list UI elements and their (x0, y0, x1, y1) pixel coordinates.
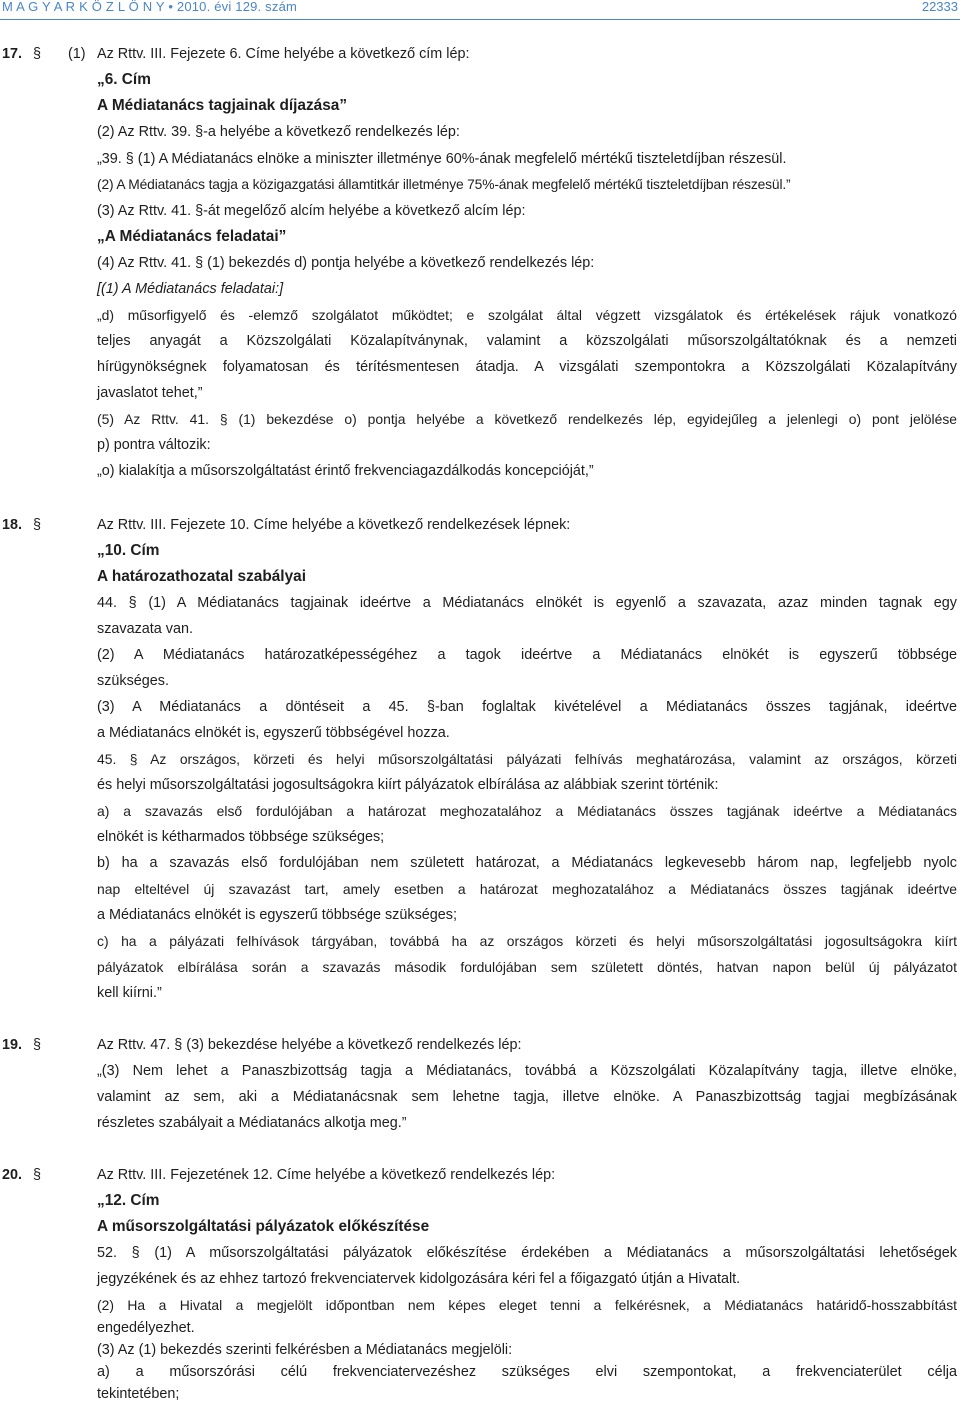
quoted-heading: A határozathozatal szabályai (97, 568, 306, 585)
text-line: b) ha a szavazás első fordulójában nem született határozat, a Médiatanács legkevesebb három nap, legfeljebb nyolc (97, 855, 957, 871)
text-line: „39. § (1) A Médiatanács elnöke a miniszter illetménye 60%-ának megfelelő mértékű tiszteletdíjban részesül. (97, 151, 787, 167)
text-line: 45. § Az országos, körzeti és helyi műsorszolgáltatási pályázati felhívás meghatározása, valamint az országos, körzeti (97, 751, 957, 767)
text-line: (2) A Médiatanács határozatképességéhez a tagok ideértve a Médiatanács elnökét is egyszerű többsége (97, 647, 957, 663)
text-line: „(3) Nem lehet a Panaszbizottság tagja a Médiatanács, továbbá a Közszolgálati Közalapítvány tagja, illetve elnöke, (97, 1063, 957, 1079)
text-line: kell kiírni.” (97, 985, 162, 1001)
text-line: (3) A Médiatanács a döntéseit a 45. §-ban foglaltak kivételével a Médiatanács összes tagjának, ideértve (97, 699, 957, 715)
text-line: teljes anyagát a Közszolgálati Közalapítványnak, valamint a közszolgálati műsorszolgáltatóknak és a nemzeti (97, 333, 957, 349)
quoted-heading: „12. Cím (97, 1192, 160, 1209)
text-line: nap elteltével új szavazást tart, amely esetben a határozat meghozatalához a Médiatanács összes tagjának ideértve (97, 881, 957, 897)
text-line: hírügynökségnek folyamatosan és térítésmentesen átadja. A vizsgálati szempontokra a Közszolgálati Közalapítvány (97, 359, 957, 375)
text-line: Az Rttv. III. Fejezetének 12. Címe helyébe a következő rendelkezés lép: (97, 1167, 556, 1183)
section-sign: § (33, 1167, 42, 1183)
text-line: a Médiatanács elnökét is egyszerű többsége szükséges; (97, 907, 457, 923)
text-line: (3) Az (1) bekezdés szerinti felkérésben a Médiatanács megjelöli: (97, 1342, 513, 1358)
text-line: valamint az sem, aki a Médiatanácsnak sem lehetne tagja, illetve elnöke. A Panaszbizottság tagjai megbízásának (97, 1089, 957, 1105)
text-line: részletes szabályait a Médiatanács alkotja meg.” (97, 1115, 407, 1131)
text-line: p) pontra változik: (97, 437, 211, 453)
text-line: c) ha a pályázati felhívások tárgyában, továbbá ha az országos körzeti és helyi műsorszolgáltatási jogosultságokra kiírt (97, 933, 957, 949)
quoted-heading: A műsorszolgáltatási pályázatok előkészítése (97, 1218, 430, 1235)
quoted-heading: „10. Cím (97, 542, 160, 559)
text-line: a) a szavazás első fordulójában a határozat meghozatalához a Médiatanács összes tagjának ideértve a Médiatanács (97, 803, 957, 819)
quoted-heading: A Médiatanács tagjainak díjazása” (97, 97, 348, 114)
text-line: Az Rttv. 47. § (3) bekezdése helyébe a következő rendelkezés lép: (97, 1037, 522, 1053)
section-number: 20. (2, 1167, 23, 1183)
text-line: (3) Az Rttv. 41. §-át megelőző alcím helyébe a következő alcím lép: (97, 203, 526, 219)
quoted-heading: „6. Cím (97, 71, 151, 88)
text-line: [(1) A Médiatanács feladatai:] (97, 281, 284, 297)
text-line: (2) A Médiatanács tagja a közigazgatási államtitkár illetménye 75%-ának megfelelő mértékű tiszteletdíjban részesül.” (97, 177, 791, 192)
text-line: elnökét is kétharmados többsége szükséges; (97, 829, 385, 845)
section-sign: § (33, 517, 42, 533)
section-number: 18. (2, 517, 23, 533)
journal-title: M A G Y A R K Ö Z L Ö N Y • 2010. évi 129. szám (2, 0, 298, 14)
text-line: tekintetében; (97, 1386, 180, 1402)
text-line: és helyi műsorszolgáltatási jogosultságokra kiírt pályázatok elbírálása az alábbiak szerint történik: (97, 777, 719, 793)
text-line: Az Rttv. III. Fejezete 6. Címe helyébe a következő cím lép: (97, 46, 470, 62)
text-line: (5) Az Rttv. 41. § (1) bekezdése o) pontja helyébe a következő rendelkezés lép, egyidejűleg a jelenlegi o) pont jelölése (97, 411, 957, 427)
section-number: 19. (2, 1037, 23, 1053)
text-line: szükséges. (97, 673, 169, 689)
page-number: 22333 (921, 0, 958, 14)
text-line: (2) Ha a Hivatal a megjelölt időpontban nem képes eleget tenni a felkérésnek, a Médiatanács határidő-hosszabbítást (97, 1297, 957, 1313)
subsection-number: (1) (68, 46, 86, 62)
text-line: szavazata van. (97, 621, 193, 637)
text-line: a Médiatanács elnökét is, egyszerű többségével hozza. (97, 725, 450, 741)
text-line: engedélyezhet. (97, 1320, 195, 1336)
text-line: (4) Az Rttv. 41. § (1) bekezdés d) pontja helyébe a következő rendelkezés lép: (97, 255, 595, 271)
text-line: (2) Az Rttv. 39. §-a helyébe a következő rendelkezés lép: (97, 124, 460, 140)
text-line: pályázatok elbírálása során a szavazás második fordulójában sem született döntés, hatvan napon belül új pályázatot (97, 959, 957, 975)
quoted-heading: „A Médiatanács feladatai” (97, 228, 287, 245)
text-line: „d) műsorfigyelő és -elemző szolgálatot működtet; e szolgálat által végzett vizsgálatok és értékelések rájuk vonatkozó (97, 307, 957, 323)
text-line: 44. § (1) A Médiatanács tagjainak ideértve a Médiatanács elnökét is egyenlő a szavazata, azaz minden tagnak egy (97, 595, 957, 611)
text-line: 52. § (1) A műsorszolgáltatási pályázatok előkészítése érdekében a Médiatanács a műsorszolgáltatási lehetőségek (97, 1245, 957, 1261)
text-line: jegyzékének és az ehhez tartozó frekvenciatervek kidolgozására kéri fel a főigazgató útján a Hivatalt. (97, 1271, 741, 1287)
section-sign: § (33, 1037, 42, 1053)
section-sign: § (33, 46, 42, 62)
text-line: a) a műsorszórási célú frekvenciatervezéshez szükséges elvi szempontokat, a frekvenciaterület célja (97, 1364, 957, 1380)
section-number: 17. (2, 46, 23, 62)
text-line: javaslatot tehet,” (97, 385, 203, 401)
text-line: Az Rttv. III. Fejezete 10. Címe helyébe a következő rendelkezések lépnek: (97, 517, 571, 533)
text-line: „o) kialakítja a műsorszolgáltatást érintő frekvenciagazdálkodás koncepcióját,” (97, 463, 594, 479)
